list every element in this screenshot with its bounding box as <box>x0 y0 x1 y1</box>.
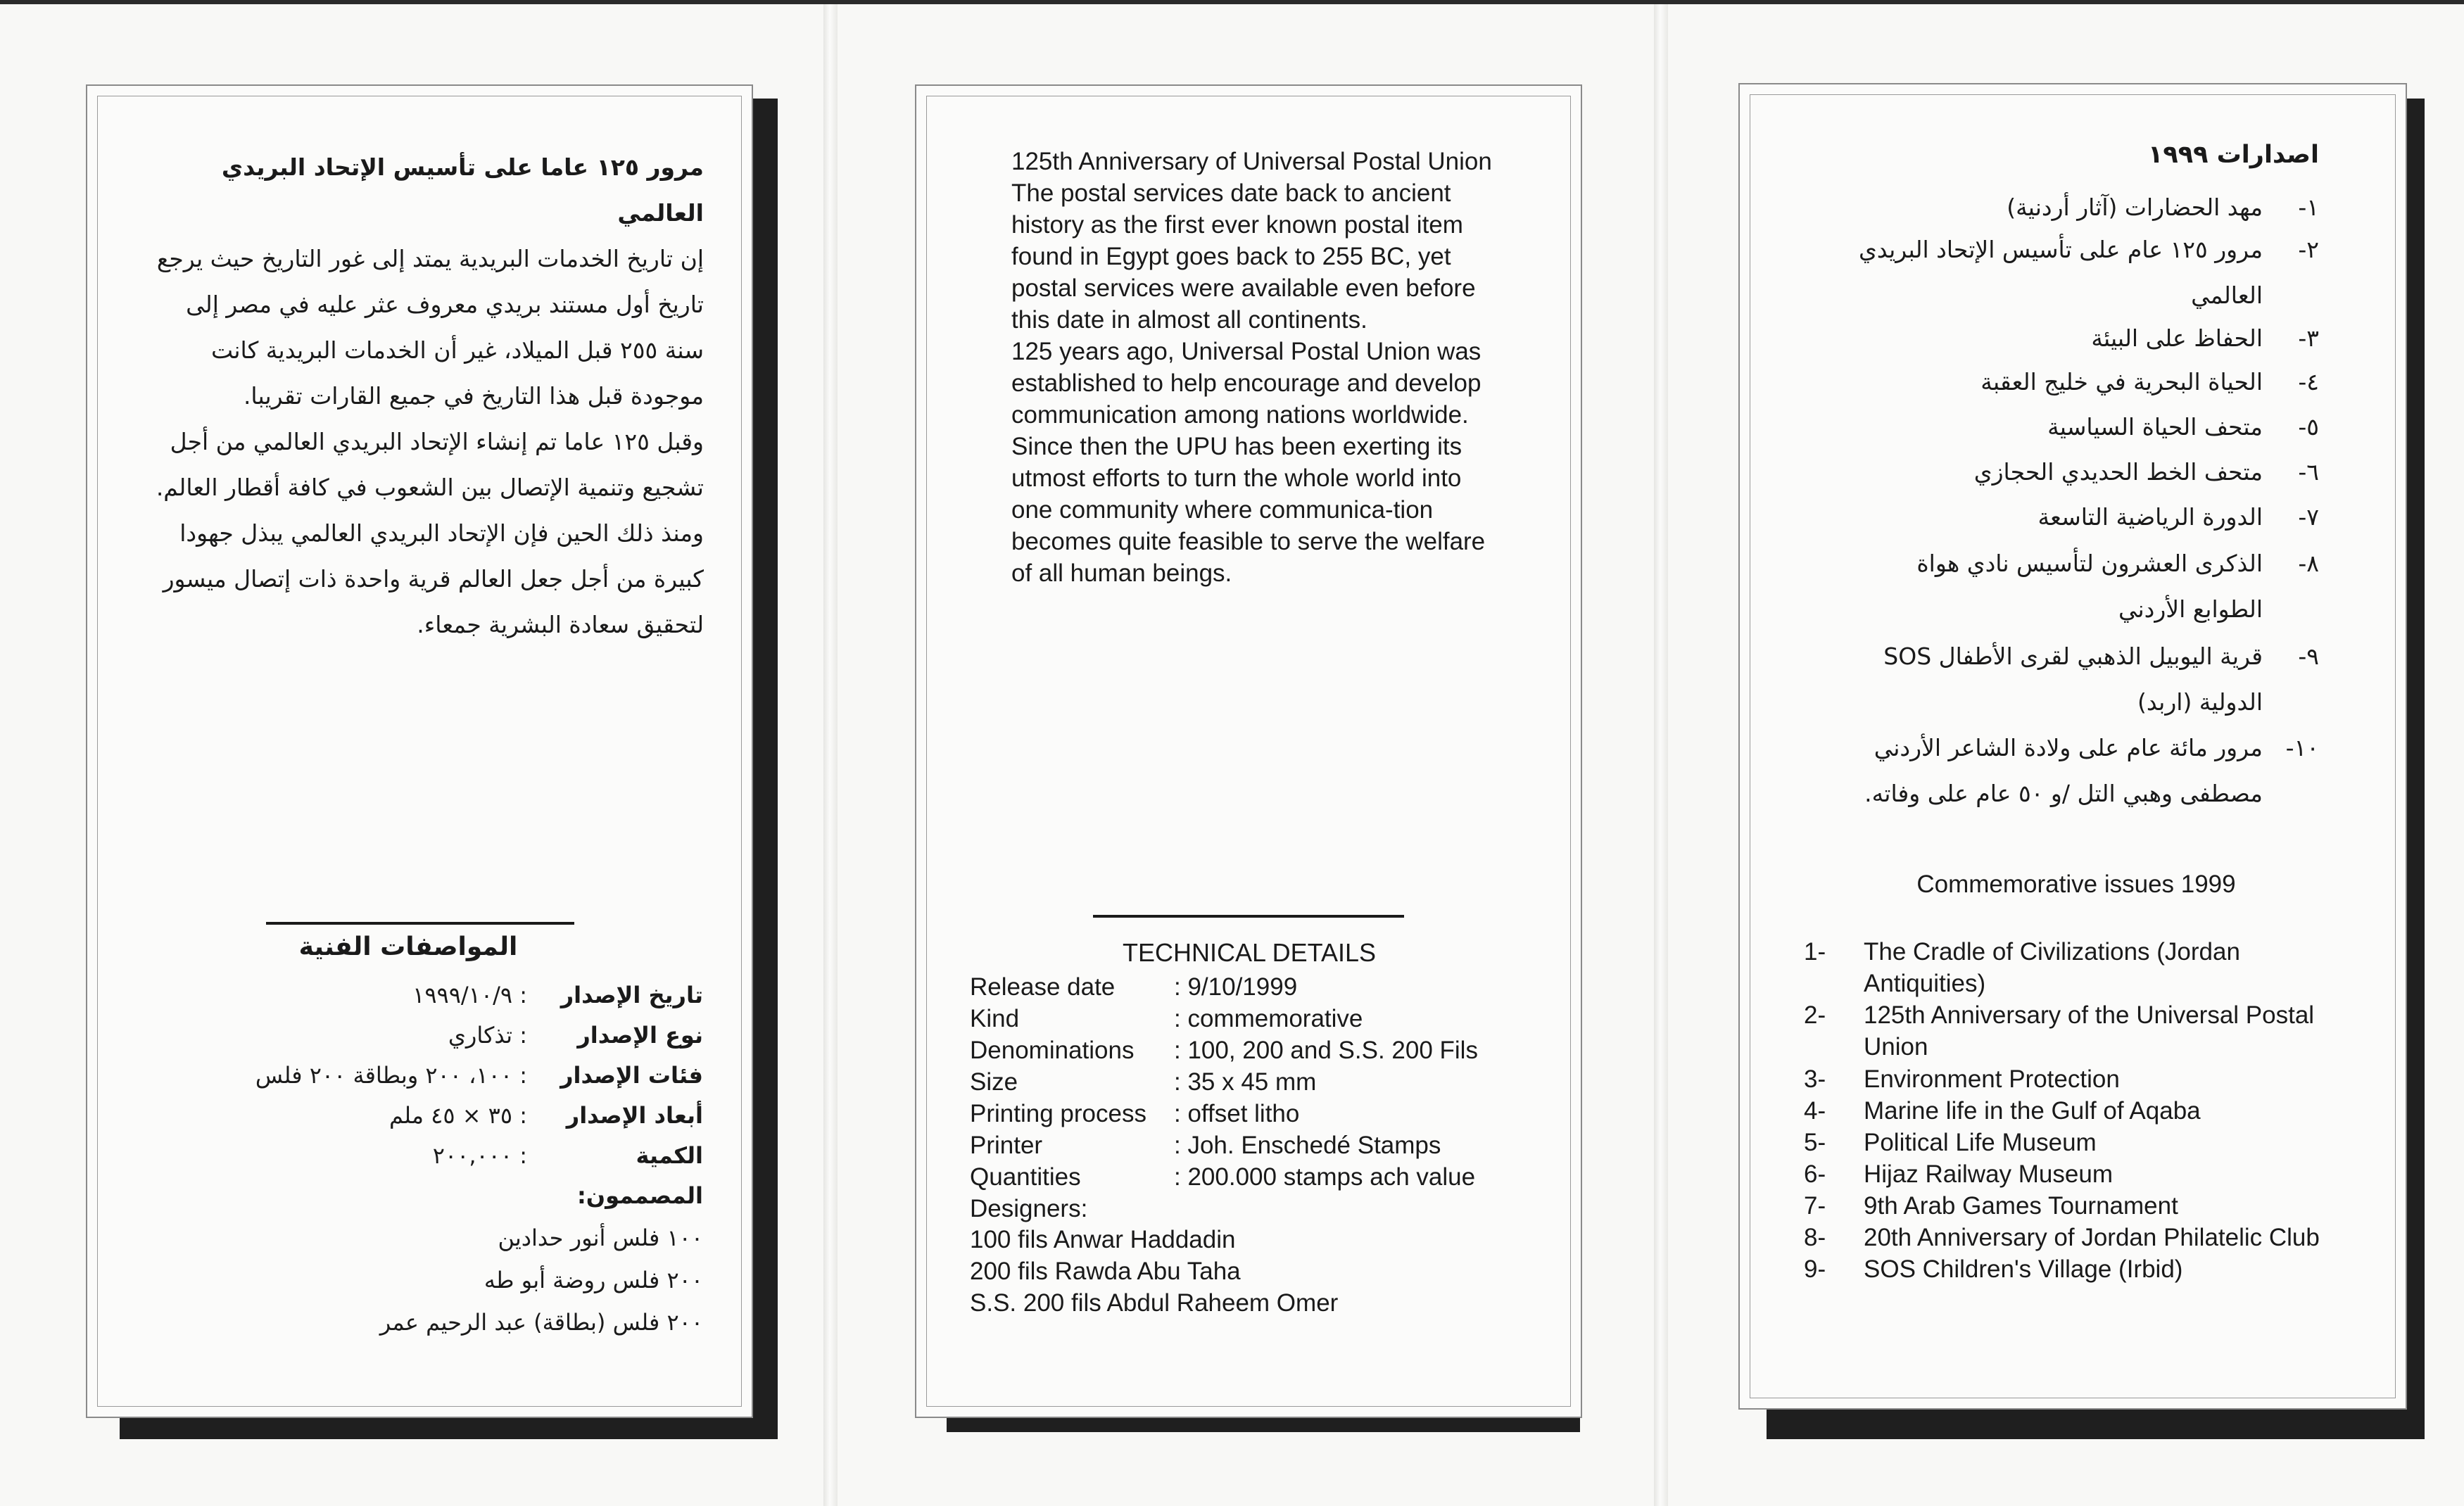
middle-tech-label: Printer <box>970 1132 1043 1159</box>
arabic-issue-text: مهد الحضارات (آثار أردنية) <box>2007 194 2263 221</box>
arabic-issue-number: ٣- <box>2298 324 2319 352</box>
arabic-issue-text: مرور مائة عام على ولادة الشاعر الأردني مصطفى وهبي التل /و ٥٠ عام على وفاته. <box>1864 734 2263 807</box>
left-fold <box>823 4 838 1506</box>
middle-tech-row <box>970 1098 1299 1130</box>
english-issue-number: 2- <box>1804 1001 1826 1029</box>
english-issue-text: Hijaz Railway Museum <box>1864 1160 2113 1188</box>
left-tech-row <box>140 982 703 1021</box>
middle-title: 125th Anniversary of Universal Postal Union <box>1011 148 1492 175</box>
english-issue-item <box>1804 999 2367 1063</box>
left-tech-value: : تذكاري <box>448 1022 527 1049</box>
english-issue-text: 9th Arab Games Tournament <box>1864 1192 2178 1220</box>
middle-tech-label: Printing process <box>970 1100 1146 1127</box>
left-divider <box>266 922 574 925</box>
english-issue-number: 6- <box>1804 1160 1826 1188</box>
left-paragraph: ومنذ ذلك الحين فإن الإتحاد البريدي العالمي يبذل جهودا كبيرة من أجل جعل العالم قرية واحدة ذات إتصال ميسور لتحقيق سعادة البشرية جمعاء. <box>163 519 704 638</box>
left-tech-value: : ١٠٠، ٢٠٠ وبطاقة ٢٠٠ فلس <box>255 1062 527 1089</box>
left-tech-row <box>140 1022 703 1061</box>
arabic-issue-item <box>1855 184 2319 230</box>
english-issue-text: SOS Children's Village (Irbid) <box>1864 1255 2183 1283</box>
left-arabic-text <box>141 144 704 647</box>
arabic-issue-item <box>1855 404 2319 450</box>
english-issue-text: Political Life Museum <box>1864 1129 2097 1156</box>
arabic-issue-number: ٤- <box>2298 368 2319 396</box>
english-issue-number: 1- <box>1804 938 1826 966</box>
middle-tech-row <box>970 1161 1475 1193</box>
left-tech-title: المواصفات الفنية <box>298 932 518 961</box>
middle-tech-label: Release date <box>970 973 1116 1001</box>
left-tech-label: الكمية <box>636 1142 703 1169</box>
left-title: مرور ١٢٥ عاما على تأسيس الإتحاد البريدي العالمي <box>221 153 704 227</box>
arabic-issue-item <box>1855 725 2319 816</box>
english-issue-item <box>1804 1222 2367 1253</box>
english-issue-number: 3- <box>1804 1065 1826 1093</box>
english-issue-item <box>1804 1095 2367 1127</box>
arabic-issue-item <box>1855 449 2319 495</box>
middle-tech-value: : 9/10/1999 <box>1174 973 1298 1001</box>
english-issue-number: 7- <box>1804 1192 1826 1220</box>
english-issue-item <box>1804 1158 2367 1190</box>
left-tech-label: نوع الإصدار <box>577 1022 703 1049</box>
left-tech-row <box>140 1062 703 1101</box>
arabic-issue-text: متحف الخط الحديدي الحجازي <box>1973 458 2263 486</box>
middle-tech-label: Kind <box>970 1005 1020 1032</box>
english-issue-number: 9- <box>1804 1255 1826 1283</box>
left-designer: ٢٠٠ فلس (بطاقة) عبد الرحيم عمر <box>379 1309 703 1336</box>
middle-paragraph: The postal services date back to ancient history as the first ever known postal item found in Egypt goes back to 255 BC, yet postal services were available even before this date in almost all continents. <box>1011 179 1476 334</box>
middle-tech-value: : commemorative <box>1174 1005 1363 1032</box>
arabic-issue-item <box>1855 359 2319 405</box>
arabic-issue-text: مرور ١٢٥ عام على تأسيس الإتحاد البريدي العالمي <box>1858 236 2263 309</box>
arabic-issue-item <box>1855 540 2319 632</box>
left-designer: ١٠٠ فلس أنور حدادين <box>498 1225 703 1251</box>
left-tech-label: أبعاد الإصدار <box>566 1102 703 1129</box>
arabic-issue-item <box>1855 494 2319 540</box>
arabic-issue-item <box>1855 633 2319 725</box>
middle-tech-row <box>970 1066 1316 1098</box>
middle-designer: 200 fils Rawda Abu Taha <box>970 1258 1241 1285</box>
left-paragraph: وقبل ١٢٥ عاما تم إنشاء الإتحاد البريدي العالمي من أجل تشجيع وتنمية الإتصال بين الشعوب في كافة أقطار العالم. <box>156 428 704 501</box>
english-issue-item <box>1804 1190 2367 1222</box>
middle-tech-title: TECHNICAL DETAILS <box>1122 938 1377 967</box>
middle-designers-label: Designers: <box>970 1195 1088 1222</box>
arabic-issue-number: ٥- <box>2298 413 2319 441</box>
middle-tech-value: : 100, 200 and S.S. 200 Fils <box>1174 1037 1478 1064</box>
left-tech-label: فئات الإصدار <box>560 1062 703 1089</box>
left-tech-value: : ١٩٩٩/١٠/٩ <box>412 982 527 1008</box>
arabic-issue-item <box>1855 315 2319 361</box>
middle-tech-row <box>970 1003 1363 1034</box>
arabic-issue-number: ١٠- <box>2285 734 2319 761</box>
english-issue-item <box>1804 1063 2367 1095</box>
middle-divider <box>1093 915 1404 918</box>
left-tech-value: : ٢٠٠,٠٠٠ <box>432 1142 527 1169</box>
arabic-issue-text: الذكرى العشرون لتأسيس نادي هواة الطوابع الأردني <box>1916 550 2263 623</box>
middle-tech-label: Quantities <box>970 1163 1081 1191</box>
arabic-issue-number: ٩- <box>2298 643 2319 670</box>
arabic-issue-text: الدورة الرياضية التاسعة <box>2037 503 2263 531</box>
left-tech-row <box>140 1142 703 1182</box>
arabic-issue-number: ٦- <box>2298 458 2319 486</box>
english-issue-number: 5- <box>1804 1129 1826 1156</box>
middle-tech-value: : 35 x 45 mm <box>1174 1068 1317 1096</box>
left-designers-label: المصممون: <box>576 1182 703 1209</box>
english-issue-text: Marine life in the Gulf of Aqaba <box>1864 1097 2201 1125</box>
arabic-issue-number: ٧- <box>2298 503 2319 531</box>
middle-tech-value: : 200.000 stamps ach value <box>1174 1163 1476 1191</box>
middle-tech-row <box>970 1034 1478 1066</box>
arabic-issue-text: الحياة البحرية في خليج العقبة <box>1980 368 2263 396</box>
middle-designer: 100 fils Anwar Haddadin <box>970 1226 1236 1253</box>
english-issue-text: 125th Anniversary of the Universal Postal Union <box>1864 1001 2315 1061</box>
english-issue-text: 20th Anniversary of Jordan Philatelic Club <box>1864 1224 2320 1251</box>
arabic-issue-text: متحف الحياة السياسية <box>2047 413 2263 441</box>
right-arabic-title: اصدارات ١٩٩٩ <box>2148 141 2319 169</box>
left-tech-label: تاريخ الإصدار <box>560 982 703 1008</box>
middle-tech-value: : offset litho <box>1174 1100 1300 1127</box>
arabic-issue-number: ٢- <box>2298 236 2319 263</box>
middle-tech-label: Size <box>970 1068 1018 1096</box>
right-english-title: Commemorative issues 1999 <box>1916 871 2236 898</box>
arabic-issue-item <box>1855 227 2319 318</box>
arabic-issue-number: ١- <box>2298 194 2319 221</box>
arabic-issue-number: ٨- <box>2298 550 2319 577</box>
english-issue-text: The Cradle of Civilizations (Jordan Antiquities) <box>1864 938 2240 997</box>
english-issue-text: Environment Protection <box>1864 1065 2120 1093</box>
arabic-issue-text: قرية اليوبيل الذهبي لقرى الأطفال SOS الدولية (اربد) <box>1883 643 2263 716</box>
middle-paragraph: Since then the UPU has been exerting its utmost efforts to turn the whole world into one community where communica-tion becomes quite feasible to serve the welfare of all human beings. <box>1011 433 1486 587</box>
left-paragraph: إن تاريخ الخدمات البريدية يمتد إلى غور التاريخ حيث يرجع تاريخ أول مستند بريدي معروف عثر عليه في مصر إلى سنة ٢٥٥ قبل الميلاد، غير أن الخدمات البريدية كانت موجودة قبل هذا التاريخ في جميع القارات تقريبا. <box>156 245 704 410</box>
english-issue-item <box>1804 1253 2367 1285</box>
english-issue-item <box>1804 1127 2367 1158</box>
left-designer: ٢٠٠ فلس روضة أبو طه <box>484 1267 703 1293</box>
left-tech-row <box>140 1102 703 1141</box>
right-fold <box>1654 4 1668 1506</box>
middle-tech-value: : Joh. Enschedé Stamps <box>1174 1132 1441 1159</box>
middle-tech-row <box>970 971 1297 1003</box>
middle-paragraph: 125 years ago, Universal Postal Union was established to help encourage and develop communication among nations worldwide. <box>1011 338 1481 429</box>
english-issue-number: 4- <box>1804 1097 1826 1125</box>
middle-english-text <box>1011 146 1504 589</box>
middle-tech-row <box>970 1130 1441 1161</box>
middle-tech-label: Denominations <box>970 1037 1135 1064</box>
arabic-issue-text: الحفاظ على البيئة <box>2091 324 2263 352</box>
english-issue-item <box>1804 936 2367 999</box>
english-issue-number: 8- <box>1804 1224 1826 1251</box>
middle-designer: S.S. 200 fils Abdul Raheem Omer <box>970 1289 1339 1317</box>
left-tech-value: : ٣٥ × ٤٥ ملم <box>388 1102 527 1129</box>
